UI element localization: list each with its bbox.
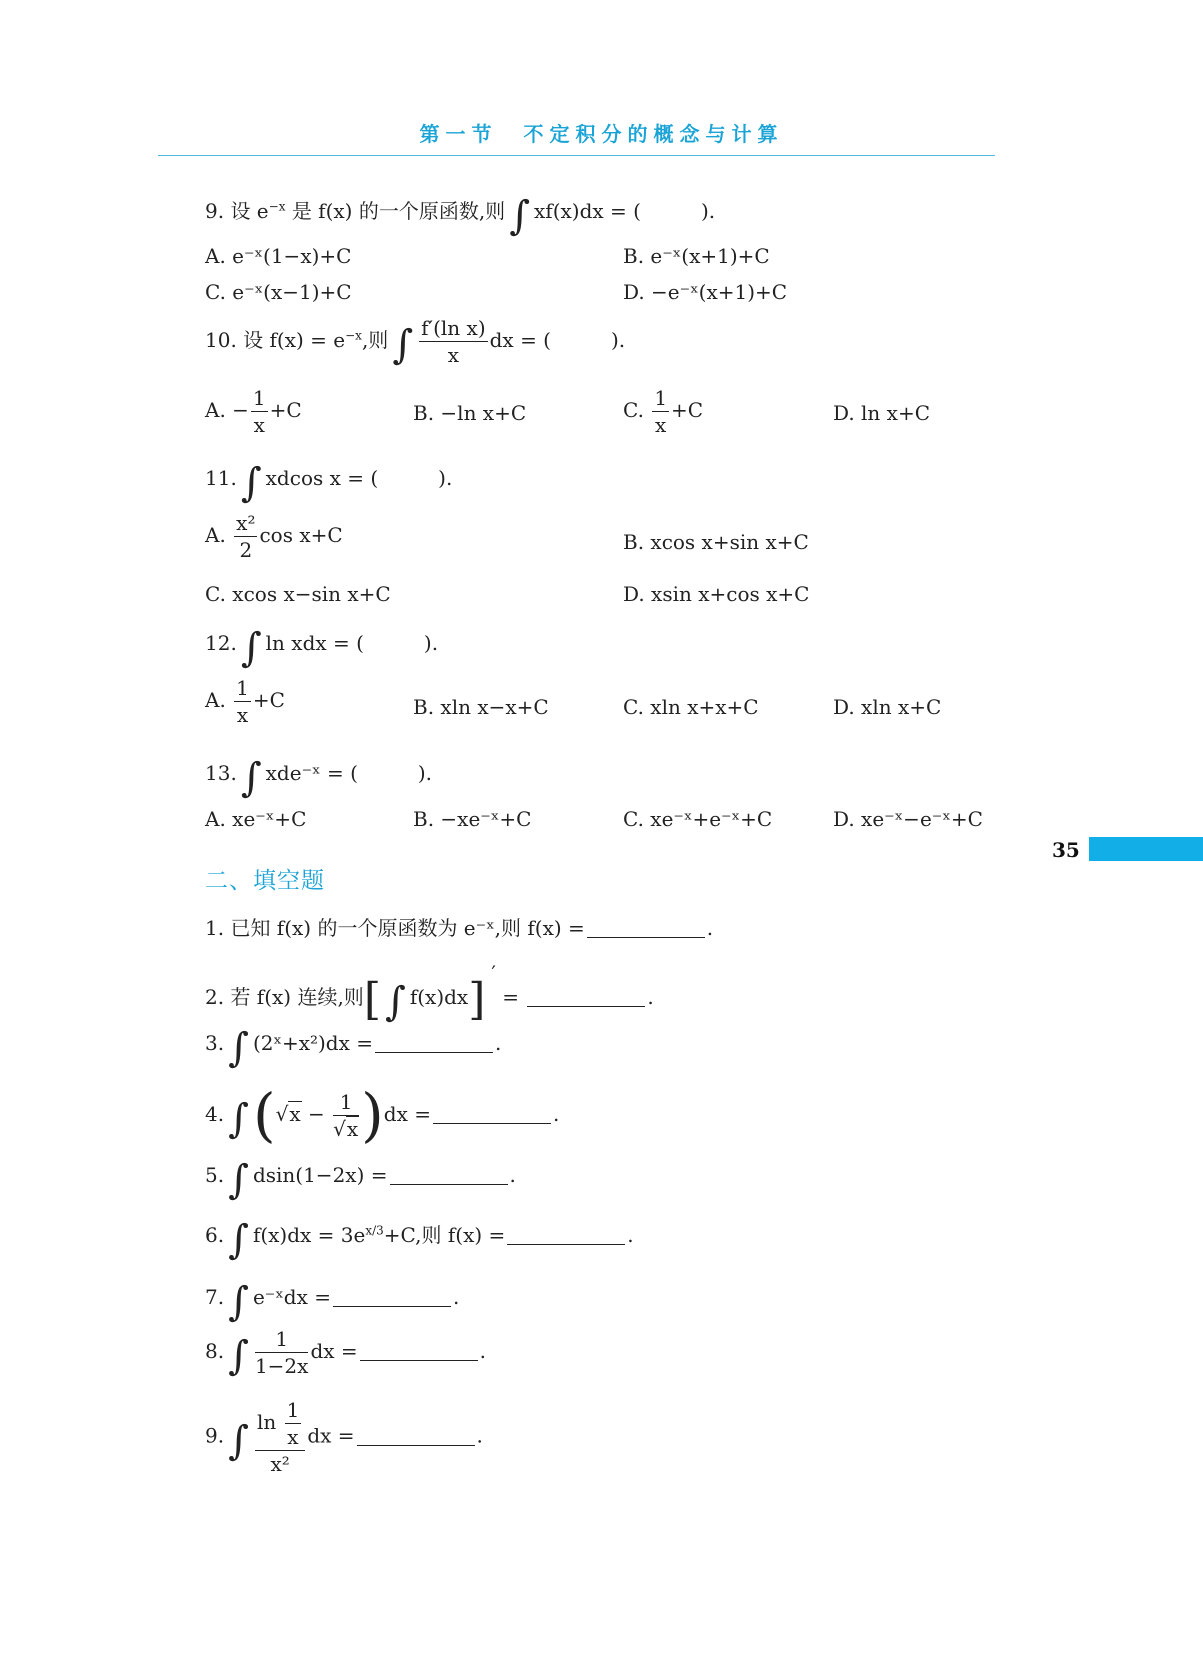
fill-question-3: 3. ∫ (2ˣ+x²)dx = . bbox=[205, 1025, 502, 1071]
fill-question-1: 1. 已知 f(x) 的一个原函数为 e⁻ˣ,则 f(x) = . bbox=[205, 916, 714, 940]
question-13-option-b: B. −xe⁻ˣ+C bbox=[413, 807, 532, 831]
question-12-option-c: C. xln x+x+C bbox=[623, 695, 759, 719]
question-10-option-a: A. − $\frac{1}{x}$ +C bbox=[205, 386, 302, 437]
answer-blank[interactable] bbox=[333, 1306, 451, 1307]
page-tab-marker bbox=[1089, 837, 1203, 861]
answer-blank[interactable] bbox=[390, 1184, 508, 1185]
question-11-option-b: B. xcos x+sin x+C bbox=[623, 530, 809, 554]
question-9-option-a: A. e⁻ˣ(1−x)+C bbox=[205, 244, 352, 268]
answer-blank[interactable] bbox=[527, 1006, 645, 1007]
question-13-stem: 13. ∫ xde⁻ˣ = ( ). bbox=[205, 755, 433, 801]
question-11-option-c: C. xcos x−sin x+C bbox=[205, 582, 391, 606]
answer-blank[interactable] bbox=[587, 937, 705, 938]
answer-blank[interactable] bbox=[360, 1360, 478, 1361]
fill-question-4: 4. ∫(√x − $\frac{1}{√x}$ )dx = . bbox=[205, 1081, 560, 1149]
question-10-stem: 10. 设 $f(x) = e^{-x}$,则 ∫ $\frac{\text{f′(ln x)}}{x}$ dx = ( ). bbox=[205, 316, 626, 368]
answer-blank[interactable] bbox=[357, 1445, 475, 1446]
answer-blank[interactable] bbox=[375, 1052, 493, 1053]
question-12-option-b: B. xln x−x+C bbox=[413, 695, 549, 719]
fill-question-8: 8. ∫ $\frac{1}{1-2x}$ dx = . bbox=[205, 1327, 486, 1379]
section-title: 二、填空题 bbox=[205, 868, 325, 894]
fill-question-5: 5. ∫ dsin(1−2x) = . bbox=[205, 1157, 516, 1203]
page-header-title: 第一节 不定积分的概念与计算 bbox=[419, 122, 784, 146]
answer-blank[interactable] bbox=[507, 1244, 625, 1245]
fill-question-2: 2. 若 f(x) 连续,则[ ∫ f(x)dx]′ = . bbox=[205, 961, 654, 1025]
question-12-option-d: D. xln x+C bbox=[833, 695, 942, 719]
question-13-option-c: C. xe⁻ˣ+e⁻ˣ+C bbox=[623, 807, 773, 831]
answer-blank[interactable] bbox=[433, 1123, 551, 1124]
question-11-option-d: D. xsin x+cos x+C bbox=[623, 582, 810, 606]
question-13-option-d: D. xe⁻ˣ−e⁻ˣ+C bbox=[833, 807, 983, 831]
question-10-option-c: C. $\frac{1}{x}$ +C bbox=[623, 386, 704, 437]
question-13-option-a: A. xe⁻ˣ+C bbox=[205, 807, 307, 831]
question-9-option-c: C. e⁻ˣ(x−1)+C bbox=[205, 280, 352, 304]
question-12-option-a: A. $\frac{1}{x}$ +C bbox=[205, 676, 285, 727]
question-9-option-b: B. e⁻ˣ(x+1)+C bbox=[623, 244, 770, 268]
fill-question-9: 9. ∫ ln $\frac{1}{x}$ x² dx = . bbox=[205, 1398, 483, 1476]
question-10-option-d: D. ln x+C bbox=[833, 401, 931, 425]
header-divider bbox=[158, 155, 995, 156]
page-number: 35 bbox=[1052, 838, 1080, 862]
question-11-option-a: A. $\frac{\text{x²}}{2}$ cos x+C bbox=[205, 511, 343, 562]
fill-question-6: 6. ∫ $f(x)dx = 3e^{x/3}+C$,则 f(x) = . bbox=[205, 1217, 634, 1263]
question-9-stem: 9. 设 $e^{-x}$ 是 f(x) 的一个原函数,则 ∫ xf(x)dx = ( ). bbox=[205, 193, 716, 239]
question-11-stem: 11. ∫ xdcos x = ( ). bbox=[205, 460, 453, 506]
fill-question-7: 7. ∫ e⁻ˣdx = . bbox=[205, 1279, 460, 1325]
question-12-stem: 12. ∫ ln xdx = ( ). bbox=[205, 625, 439, 671]
question-9-option-d: D. −e⁻ˣ(x+1)+C bbox=[623, 280, 788, 304]
question-10-option-b: B. −ln x+C bbox=[413, 401, 527, 425]
